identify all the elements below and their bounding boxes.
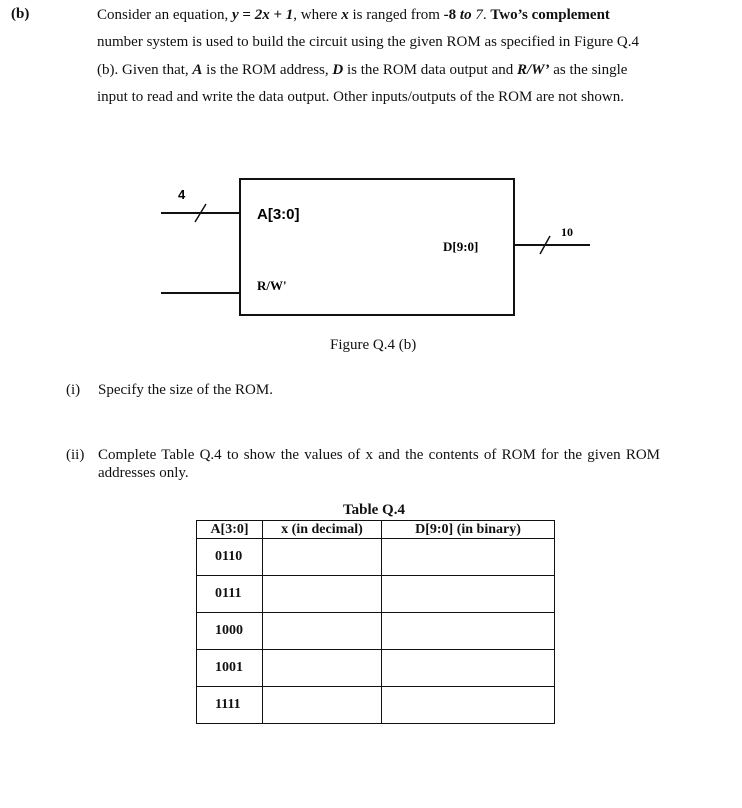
table-row [197,687,555,724]
table-row [197,576,555,613]
data-cell[interactable] [382,576,555,613]
table-row [197,539,555,576]
data-cell[interactable] [382,613,555,650]
address-cell: 0110 [197,539,263,576]
table-row [197,613,555,650]
part-ii-text: Complete Table Q.4 to show the values of x and the contents of ROM for the given ROM addresses only. [98,447,660,481]
table-header-row [197,521,555,539]
figure-caption: Figure Q.4 (b) [330,337,417,353]
x-cell[interactable] [263,687,382,724]
table-caption: Table Q.4 [343,502,405,518]
header-data: D[9:0] (in binary) [382,521,555,539]
data-cell[interactable] [382,687,555,724]
header-x: x (in decimal) [263,521,382,539]
table-row [197,650,555,687]
rom-table [196,520,555,724]
x-cell[interactable] [263,613,382,650]
address-cell: 1001 [197,650,263,687]
part-label: (b) [11,6,30,22]
address-cell: 1000 [197,613,263,650]
address-bus-width: 4 [178,187,186,202]
question-text: Consider an equation, y = 2x + 1, where x is ranged from -8 to 7. Two’s complement number system is used to build the circuit using the given ROM as specified in Figure Q.4 (b). Given that, A is the ROM address, D is the ROM data output and R/W’ as the single input to read and write the data output. Other inputs/outputs of the ROM are not shown. [97,7,640,105]
x-cell[interactable] [263,576,382,613]
x-cell[interactable] [263,539,382,576]
part-i-number: (i) [66,382,81,398]
x-cell[interactable] [263,650,382,687]
address-cell: 0111 [197,576,263,613]
data-cell[interactable] [382,650,555,687]
address-pin-label: A[3:0] [257,206,300,223]
address-cell: 1111 [197,687,263,724]
part-i-text: Specify the size of the ROM. [98,382,273,398]
data-pin-label: D[9:0] [443,239,479,254]
data-cell[interactable] [382,539,555,576]
part-ii-number: (ii) [66,447,85,463]
data-bus-width: 10 [561,225,573,239]
rw-pin-label: R/W' [257,278,287,293]
header-address: A[3:0] [197,521,263,539]
